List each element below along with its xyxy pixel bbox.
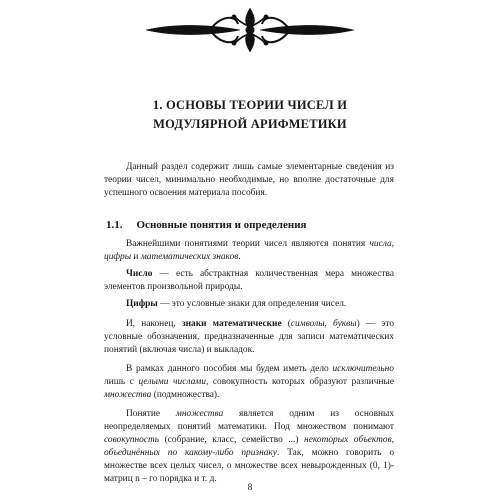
text-span: ( — [281, 319, 291, 329]
text-span: В рамках данного пособия мы будем иметь дело — [126, 364, 333, 374]
text-span: лишь с — [104, 377, 139, 387]
paragraph-sets — [104, 408, 394, 486]
term-italic: исключительно — [332, 364, 394, 374]
term-italic: целыми числами — [138, 377, 206, 387]
term-italic: множества — [104, 390, 152, 400]
paragraph-number-definition — [104, 268, 394, 294]
paragraph-integers — [104, 363, 394, 402]
term-math-signs: математических знаков — [140, 252, 239, 262]
text-span: и — [131, 252, 141, 262]
paragraph-math-signs — [104, 318, 394, 357]
section-number: 1.1. — [106, 219, 123, 231]
term-digit: цифры — [104, 252, 132, 262]
text-span: является одним из основных неопределяемых понятий математики. Под множеством понимают — [104, 409, 395, 432]
decorative-ornament-icon — [140, 4, 360, 56]
text-span: (подмножества). — [151, 390, 220, 400]
term-italic: множества — [175, 409, 224, 419]
intro-paragraph: Данный раздел содержит лишь самые элементарные сведения из теории чисел, минимально необходимые, но вполне достаточные для успешного освоения материала пособия. — [104, 162, 394, 198]
text-span: , — [391, 239, 394, 249]
term-bold: Цифры — [126, 299, 158, 309]
term-bold: Число — [126, 269, 153, 279]
term-bold: знаки математические — [181, 319, 282, 329]
text-span: ) — это условные обозначения, предназначенные для записи математических понятий (включая числа) и выкладок. — [104, 319, 395, 355]
text-span: Важнейшими понятиями теории чисел являются понятия — [126, 239, 370, 249]
text-span: . — [238, 252, 241, 262]
section-heading — [106, 218, 396, 232]
chapter-title-line-2: МОДУЛЯРНОЙ АРИФМЕТИКИ — [153, 117, 347, 131]
chapter-title-line-1: 1. ОСНОВЫ ТЕОРИИ ЧИСЕЛ И — [152, 98, 348, 112]
text-span: И, наконец, — [126, 319, 182, 329]
text-span: — есть абстрактная количественная мера множества элементов произвольной природы. — [104, 269, 394, 292]
page-number: 8 — [247, 483, 253, 493]
text-span: Понятие — [126, 409, 176, 419]
paragraph-concepts — [104, 238, 394, 264]
term-italic: совокупность — [104, 435, 160, 445]
term-number: числа — [369, 239, 392, 249]
paragraph-digit-definition — [104, 298, 394, 311]
text-span: (собрание, класс, семейство ...) — [159, 435, 305, 445]
section-title: Основные понятия и определения — [136, 219, 307, 231]
term-italic: символы, буквы — [290, 319, 357, 329]
term-italic: некоторых объектов, объединённых по какому-либо признаку — [104, 435, 394, 458]
text-span: , совокупность которых образуют различные — [205, 377, 394, 387]
text-span: — это условные знаки для определения чисел. — [157, 299, 347, 309]
text-span: . Так, можно говорить о множестве всех целых чисел, о множестве всех невырожденных (0, 1)-матриц n – го порядка и т. д. — [104, 448, 395, 484]
